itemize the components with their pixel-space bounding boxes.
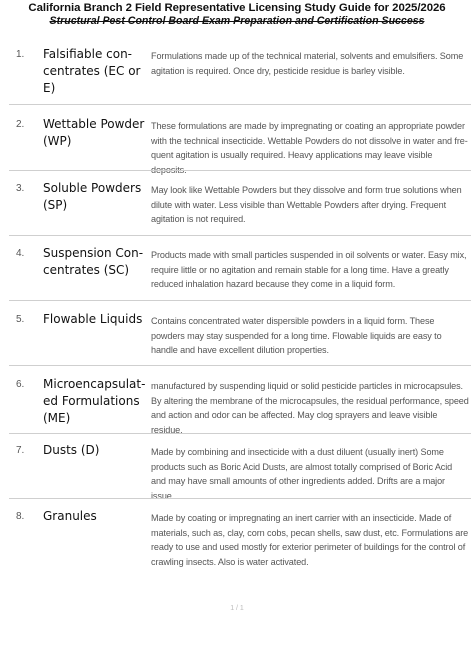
row-divider	[9, 498, 471, 499]
row-description: Contains concentrated water dispersible powders in a liquid form. These powders may stay suspended for a long time. Flowable liquids are easy to handle and have excellent dilution properties.	[151, 316, 442, 356]
row-term: Falsifiable con-centrates (EC or E)	[43, 47, 141, 95]
row-term: Granules	[43, 509, 97, 523]
row-description: May look like Wettable Powders but they dissolve and form true solutions when dilute with water. Less visible than Wettable Powders after drying. Frequent agitation is not required.	[151, 185, 462, 225]
row-term: Microencapsulat-ed Formulations (ME)	[43, 377, 146, 425]
page-header	[0, 2, 474, 27]
row-description: Products made with small particles suspended in oil solvents or water. Easy mix, require little or no agitation and remain stable for a long time. Have a greatly reduced inhalation hazard because they come in a liquid form.	[151, 250, 467, 290]
row-term: Flowable Liquids	[43, 312, 143, 326]
row-divider	[9, 433, 471, 434]
row-number: 4.	[16, 248, 25, 259]
row-term: Soluble Powders (SP)	[43, 181, 142, 212]
row-divider	[9, 365, 471, 366]
row-description: These formulations are made by impregnating or coating an appropriate powder with the technical insecticide. Wettable Powders do not dissolve in water and fre-quent agitation is usually required. Heavy applications may leave visible deposits.	[151, 121, 468, 175]
row-number: 3.	[16, 183, 25, 194]
row-term: Suspension Con-centrates (SC)	[43, 246, 144, 277]
page-indicator: 1 / 1	[230, 605, 244, 612]
page-subtitle: Structural Pest Control Board Exam Preparation and Certification Success	[49, 15, 425, 27]
row-number: 5.	[16, 314, 25, 325]
row-number: 2.	[16, 119, 25, 130]
row-divider	[9, 300, 471, 301]
row-number: 8.	[16, 511, 25, 522]
row-number: 1.	[16, 49, 25, 60]
row-term: Dusts (D)	[43, 443, 100, 457]
row-number: 7.	[16, 445, 25, 456]
page-title: California Branch 2 Field Representative Licensing Study Guide for 2025/2026	[28, 2, 446, 14]
row-divider	[9, 170, 471, 171]
row-number: 6.	[16, 379, 25, 390]
row-description: manufactured by suspending liquid or solid pesticide particles in microcapsules. By altering the membrane of the microcapsules, the residual performance, speed and action and odor can be affected. May clog sprayers and leave visible residue.	[151, 381, 469, 435]
row-divider	[9, 104, 471, 105]
row-divider	[9, 235, 471, 236]
row-description: Formulations made up of the technical material, solvents and emulsifiers. Some agitation is required. Once dry, pesticide residue is barley visible.	[151, 51, 464, 76]
row-description: Made by coating or impregnating an inert carrier with an insecticide. Made of materials, such as, clay, corn cobs, pecan shells, saw dust, etc. Formulations are ready to use and used mostly for exterior perimeter of buildings for the control of crawling insects. Also is water activated.	[151, 513, 469, 567]
row-term: Wettable Powder (WP)	[43, 117, 145, 148]
row-description: Made by combining and insecticide with a dust diluent (usually inert) Some products such as Boric Acid Dusts, are almost totally comprised of Boric Acid and may have small amounts of other ingredients added. Drifts are a major issue.	[151, 447, 453, 501]
